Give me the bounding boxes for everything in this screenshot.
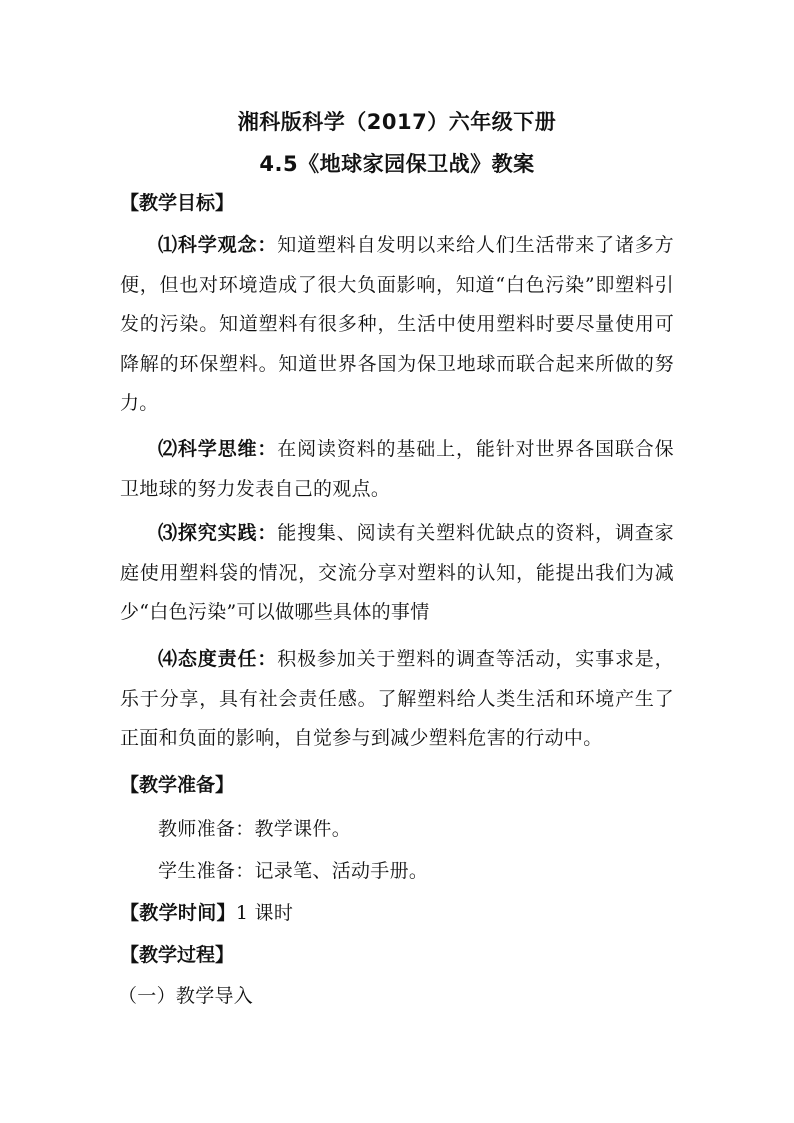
objective-lead-3: ⑶探究实践： <box>158 522 278 544</box>
student-preparation: 学生准备：记录笔、活动手册。 <box>158 860 429 882</box>
objective-lead-4: ⑷态度责任： <box>158 648 278 670</box>
objectives-heading: 【教学目标】 <box>120 192 235 214</box>
document-title: 湘科版科学（2017）六年级下册 <box>237 110 557 134</box>
objective-lead-1: ⑴科学观念： <box>158 234 278 256</box>
preparation-heading: 【教学准备】 <box>120 774 235 796</box>
time-value: 1 课时 <box>235 902 294 924</box>
objective-paragraph-2 <box>120 430 674 509</box>
objective-text-1: 知道塑料自发明以来给人们生活带来了诸多方便，但也对环境造成了很大负面影响，知道“白色污染”即塑料引发的污染。知道塑料有很多种，生活中使用塑料时要尽量使用可降解的环保塑料。知道世界各国为保卫地球而联合起来所做的努力。 <box>120 234 674 414</box>
time-heading: 【教学时间】 <box>120 902 236 924</box>
objective-text-2: 在阅读资料的基础上，能针对世界各国联合保卫地球的努力发表自己的观点。 <box>120 438 674 500</box>
teacher-preparation: 教师准备：教学课件。 <box>158 818 352 840</box>
objective-text-3: 能搜集、阅读有关塑料优缺点的资料，调查家庭使用塑料袋的情况，交流分享对塑料的认知，能提出我们为减少“白色污染”可以做哪些具体的事情 <box>120 522 674 623</box>
process-step-intro: （一）教学导入 <box>118 985 254 1007</box>
objective-paragraph-4 <box>120 640 674 759</box>
objective-lead-2: ⑵科学思维： <box>158 438 278 460</box>
teaching-time <box>120 898 293 925</box>
document-subtitle: 4.5《地球家园保卫战》教案 <box>259 152 535 176</box>
objective-paragraph-1 <box>120 226 674 424</box>
process-heading: 【教学过程】 <box>120 944 235 966</box>
objective-text-4: 积极参加关于塑料的调查等活动，实事求是，乐于分享，具有社会责任感。了解塑料给人类生活和环境产生了正面和负面的影响，自觉参与到减少塑料危害的行动中。 <box>120 648 674 749</box>
objective-paragraph-3 <box>120 514 674 633</box>
